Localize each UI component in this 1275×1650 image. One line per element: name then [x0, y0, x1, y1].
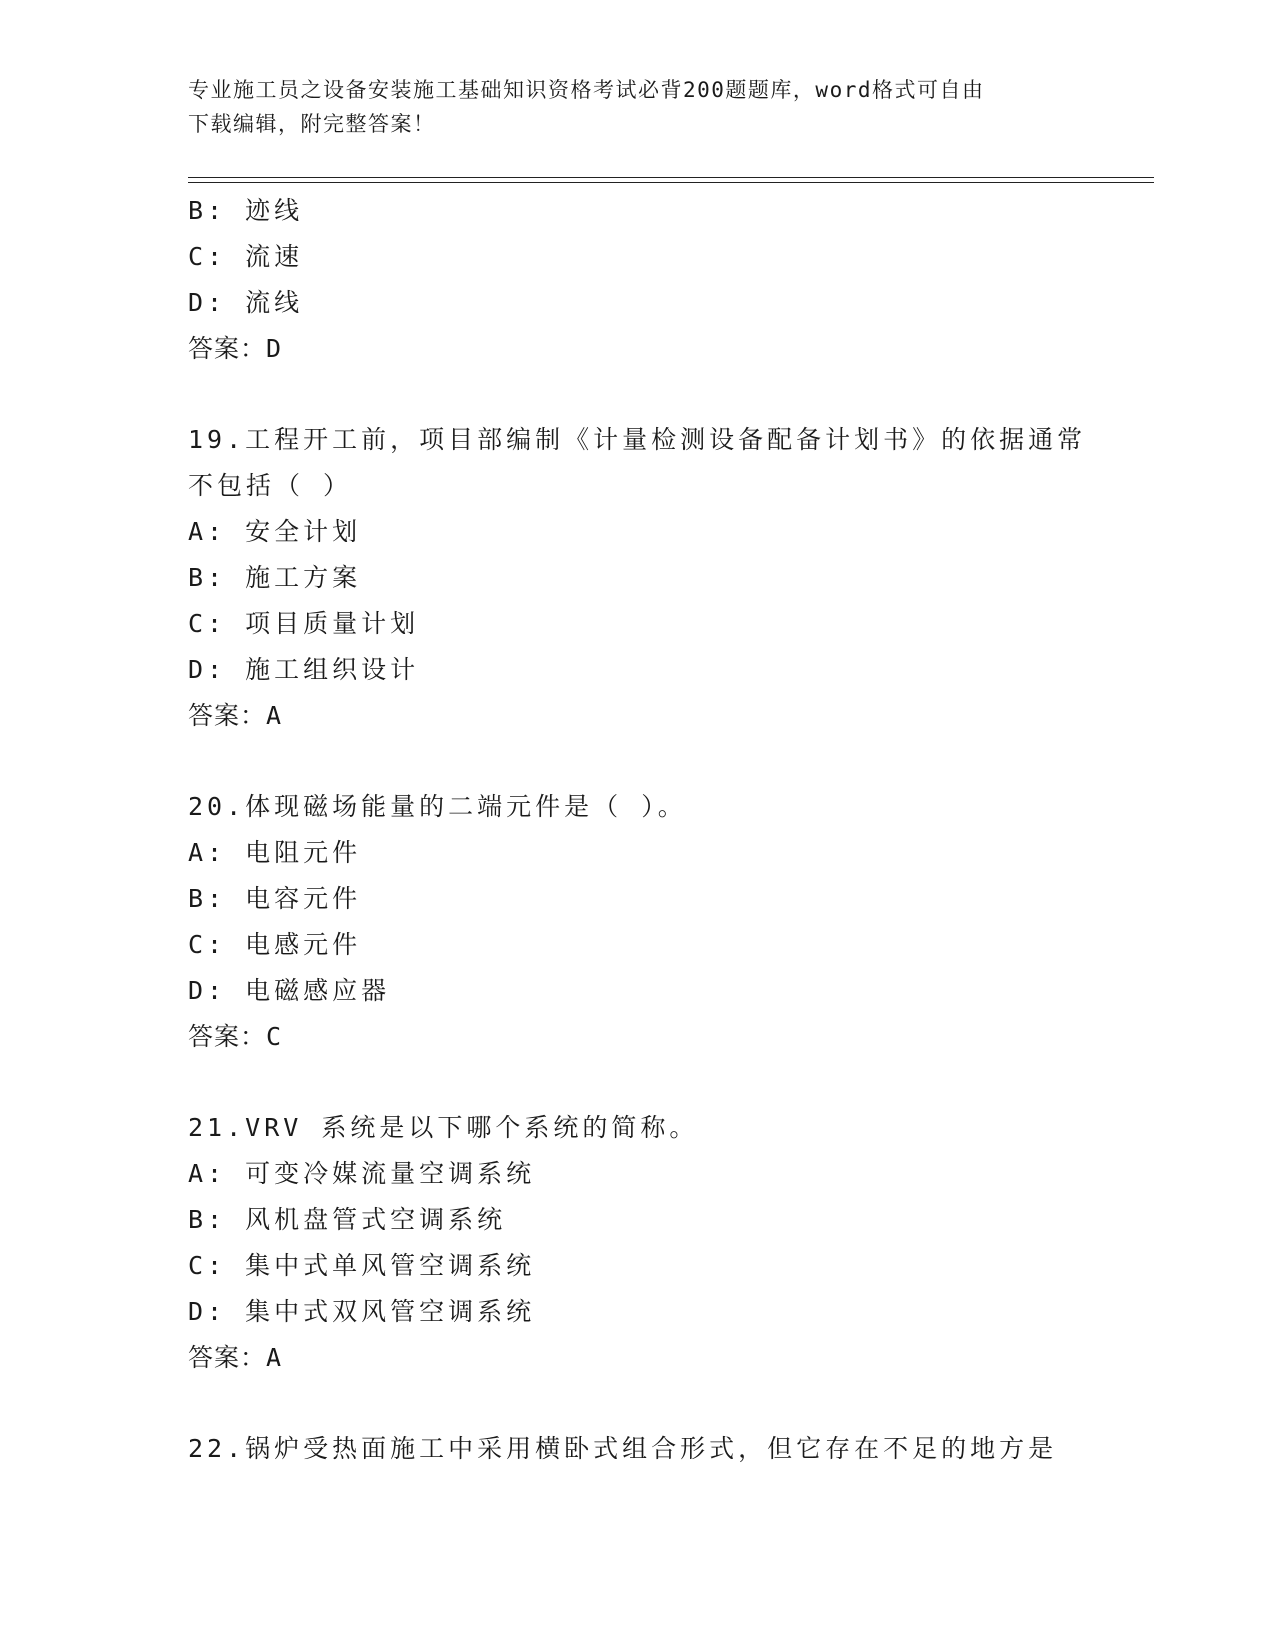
option-a: A: 可变冷媒流量空调系统 — [188, 1159, 536, 1188]
question-18-continued — [188, 188, 1148, 372]
question-stem: 22.锅炉受热面施工中采用横卧式组合形式，但它存在不足的地方是 — [188, 1434, 1058, 1463]
question-stem: 不包括（ ） — [188, 471, 353, 500]
header-divider-bottom — [188, 182, 1154, 183]
option-d: D: 电磁感应器 — [188, 976, 391, 1005]
spacer — [188, 1060, 1148, 1105]
answer-text: 答案：A — [188, 701, 283, 730]
question-stem: 19.工程开工前，项目部编制《计量检测设备配备计划书》的依据通常 — [188, 425, 1087, 454]
spacer — [188, 1381, 1148, 1426]
option-b: B: 风机盘管式空调系统 — [188, 1205, 507, 1234]
question-22 — [188, 1426, 1148, 1472]
question-21 — [188, 1105, 1148, 1381]
header-title-line-1: 专业施工员之设备安装施工基础知识资格考试必背200题题库，word格式可自由 — [188, 78, 985, 102]
header-title-line-2: 下载编辑，附完整答案！ — [188, 112, 436, 136]
option-c: C: 集中式单风管空调系统 — [188, 1251, 536, 1280]
answer-text: 答案：A — [188, 1343, 283, 1372]
question-list — [188, 188, 1148, 1472]
spacer — [188, 372, 1148, 417]
question-stem: 21.VRV 系统是以下哪个系统的简称。 — [188, 1113, 699, 1142]
option-c: C: 流速 — [188, 242, 304, 271]
option-c: C: 项目质量计划 — [188, 609, 420, 638]
option-b: B: 电容元件 — [188, 884, 362, 913]
option-d: D: 流线 — [188, 288, 304, 317]
option-b: B: 施工方案 — [188, 563, 362, 592]
option-d: D: 集中式双风管空调系统 — [188, 1297, 536, 1326]
question-stem: 20.体现磁场能量的二端元件是（ ）。 — [188, 792, 687, 821]
header-divider-top — [188, 177, 1154, 178]
answer-text: 答案：D — [188, 334, 283, 363]
option-b: B: 迹线 — [188, 196, 304, 225]
option-a: A: 电阻元件 — [188, 838, 362, 867]
question-20 — [188, 784, 1148, 1060]
option-a: A: 安全计划 — [188, 517, 362, 546]
answer-text: 答案：C — [188, 1022, 283, 1051]
spacer — [188, 739, 1148, 784]
question-19 — [188, 417, 1148, 739]
option-c: C: 电感元件 — [188, 930, 362, 959]
document-header — [188, 73, 1068, 141]
option-d: D: 施工组织设计 — [188, 655, 420, 684]
